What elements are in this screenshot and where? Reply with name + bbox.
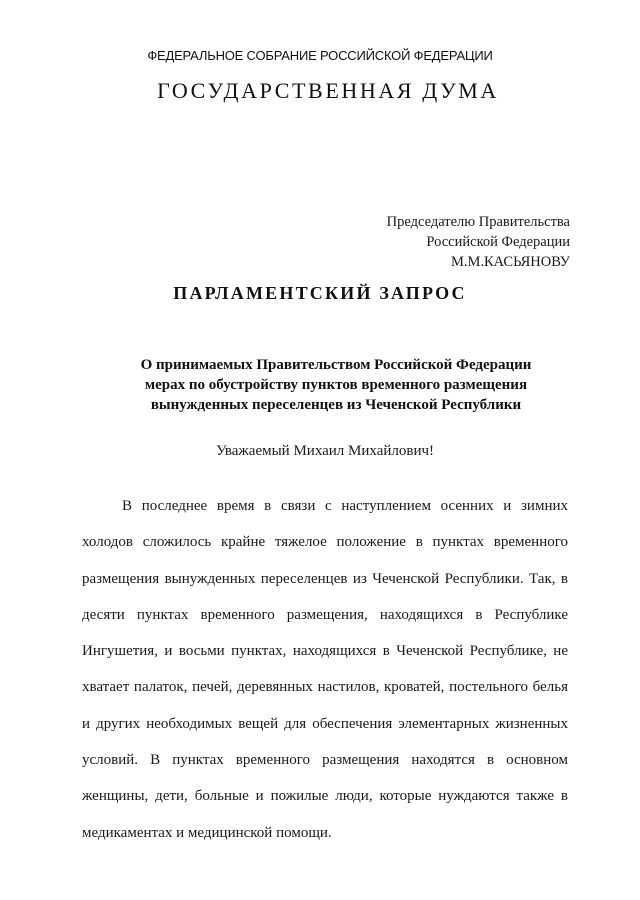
federal-assembly-header: ФЕДЕРАЛЬНОЕ СОБРАНИЕ РОССИЙСКОЙ ФЕДЕРАЦИИ — [147, 48, 493, 63]
body-line-3: размещения вынужденных переселенцев из Чеченской Республики. Так, в — [82, 570, 568, 587]
document-title: ПАРЛАМЕНТСКИЙ ЗАПРОС — [173, 283, 467, 303]
body-line-1: В последнее время в связи с наступлением осенних и зимних — [122, 498, 568, 514]
subject-line-2: мерах по обустройству пунктов временного размещения — [144, 377, 528, 393]
body-line-4: десяти пунктах временного размещения, находящихся в Республике — [82, 606, 568, 623]
subject-line-1: О принимаемых Правительством Российской Федерации — [140, 357, 532, 373]
body-text — [82, 494, 568, 857]
body-line-8: условий. В пунктах временного размещения находятся в основном — [82, 752, 568, 769]
salutation: Уважаемый Михаил Михайлович! — [215, 443, 435, 459]
addressee-line-1: Председателю Правительства — [386, 214, 570, 230]
state-duma-header: ГОСУДАРСТВЕННАЯ ДУМА — [157, 78, 499, 103]
addressee-name: М.М.КАСЬЯНОВУ — [450, 254, 570, 270]
body-line-9: женщины, дети, больные и пожилые люди, которые нуждаются также в — [82, 788, 568, 805]
subject-line-3: вынужденных переселенцев из Чеченской Республики — [150, 397, 522, 413]
body-line-6: хватает палаток, печей, деревянных настилов, кроватей, постельного белья — [82, 679, 568, 696]
body-line-10: медикаментах и медицинской помощи. — [82, 824, 332, 841]
body-line-7: и других необходимых вещей для обеспечения элементарных жизненных — [82, 715, 568, 732]
subject-block — [0, 355, 640, 415]
addressee-block — [387, 212, 570, 272]
body-line-5: Ингушетия, и восьми пунктах, находящихся в Чеченской Республике, не — [82, 643, 568, 660]
body-line-2: холодов сложилось крайне тяжелое положение в пунктах временного — [82, 534, 568, 551]
addressee-line-2: Российской Федерации — [426, 234, 570, 250]
